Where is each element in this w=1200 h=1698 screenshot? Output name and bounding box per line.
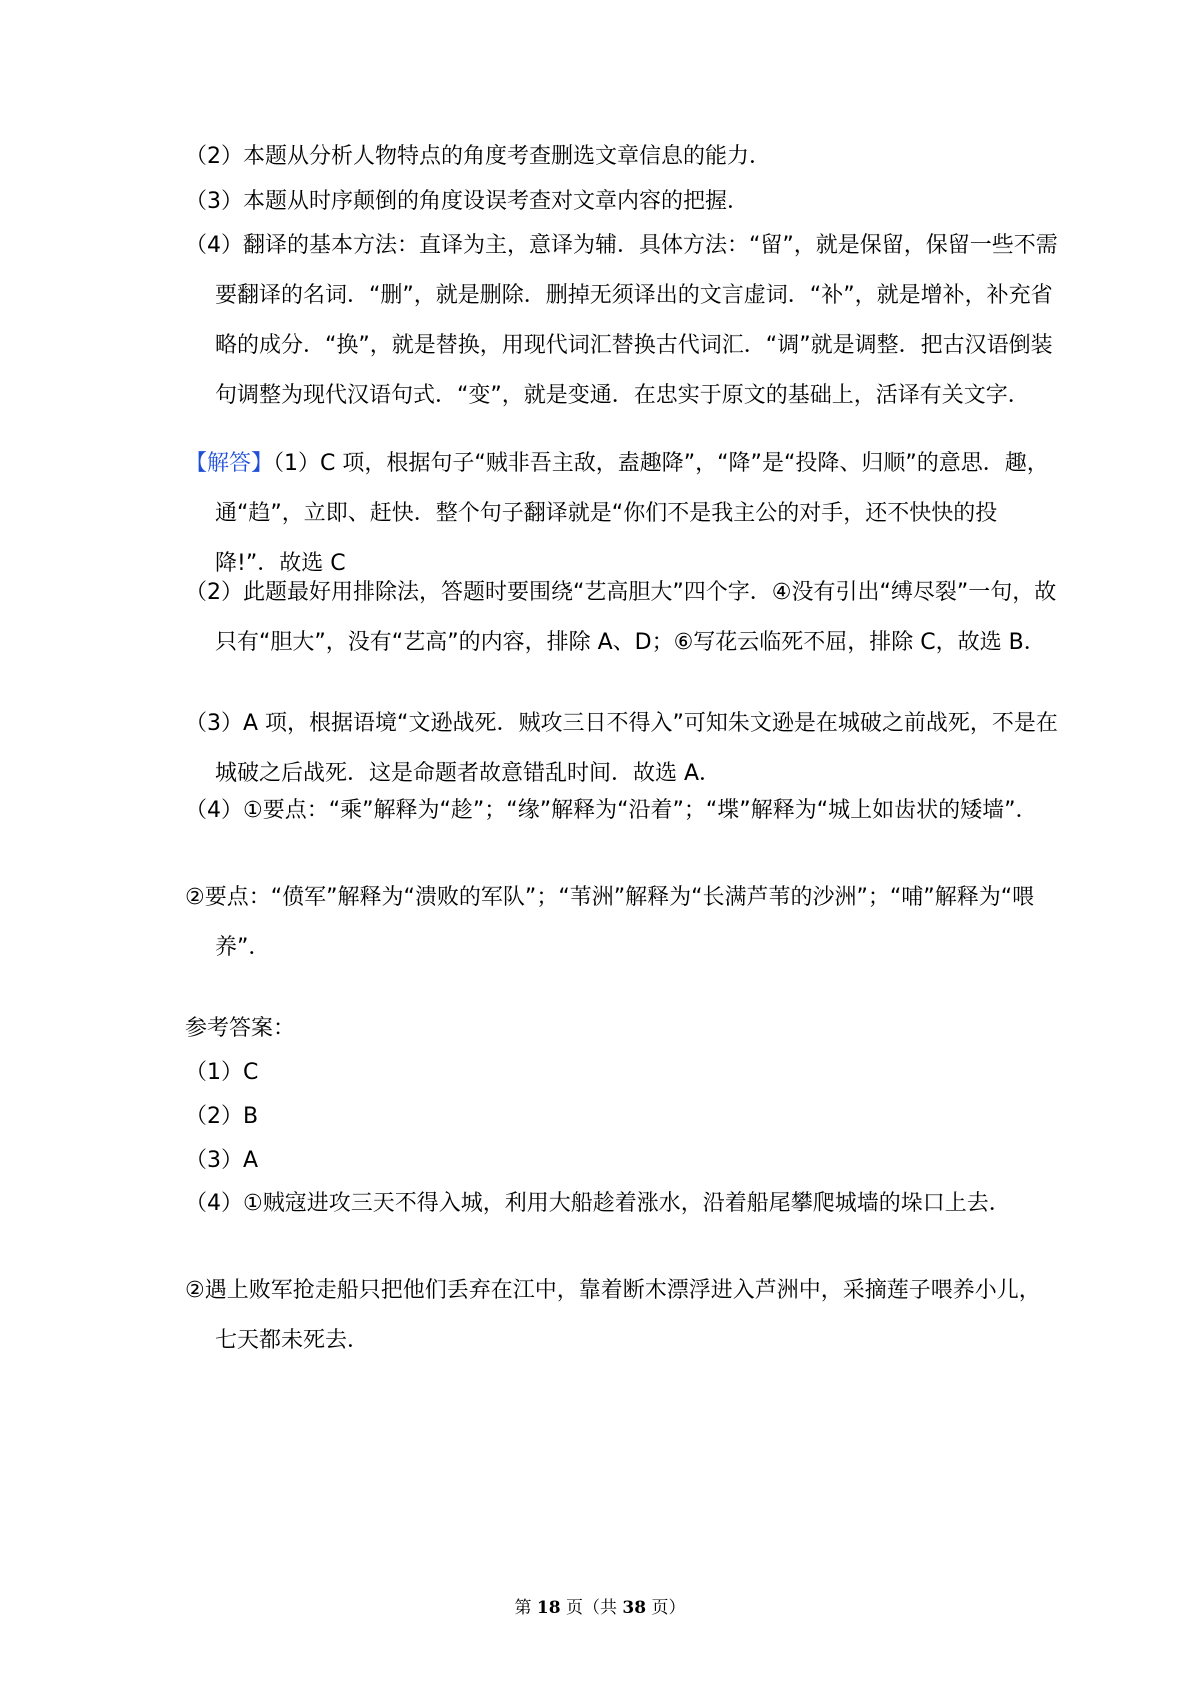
footer-middle: 页（共 (560, 1598, 623, 1618)
answer-item-3: （3）A 项，根据语境“文逊战死．贼攻三日不得入”可知朱文逊是在城破之前战死，不是在城破之后战死．这是命题者故意错乱时间．故选 A． (185, 711, 1058, 786)
total-page-number: 38 (622, 1598, 647, 1618)
reference-answer-4a: （4）①贼寇进攻三天不得入城，利用大船趁着涨水，沿着船尾攀爬城墙的垛口上去． (185, 1191, 1011, 1216)
reference-answer-1: （1）C (185, 1060, 259, 1085)
reference-answer-4b: ②遇上败军抢走船只把他们丢弃在江中，靠着断木漂浮进入芦洲中，采摘莲子喂养小儿，七天都未死去． (185, 1278, 1041, 1353)
analysis-point-3: （3）本题从时序颠倒的角度设误考查对文章内容的把握． (185, 189, 749, 214)
current-page-number: 18 (536, 1598, 561, 1618)
answer-item-4b: ②要点：“偾军”解释为“溃败的军队”；“苇洲”解释为“长满芦苇的沙洲”；“哺”解释为“喂养”． (185, 885, 1035, 960)
analysis-point-4: （4）翻译的基本方法：直译为主，意译为辅．具体方法：“留”，就是保留，保留一些不需要翻译的名词．“删”，就是删除．删掉无须译出的文言虚词．“补”，就是增补，补充省略的成分．“换”，就是替换，用现代词汇替换古代词汇．“调”就是调整．把古汉语倒装句调整为现代汉语句式．“变”，就是变通．在忠实于原文的基础上，活译有关文字． (185, 233, 1058, 408)
page-footer (0, 1596, 1200, 1620)
footer-prefix: 第 (514, 1598, 537, 1618)
footer-suffix: 页） (646, 1598, 686, 1618)
reference-heading: 参考答案： (185, 1016, 296, 1041)
answer-item-1-text: （1）C 项，根据句子“贼非吾主敌，盍趣降”，“降”是“投降、归顺”的意思．趣，通“趋”，立即、赶快．整个句子翻译就是“你们不是我主公的对手，还不快快的投降!”．故选 C (215, 451, 1049, 576)
reference-answer-2: （2）B (185, 1104, 259, 1129)
reference-answer-3: （3）A (185, 1148, 259, 1173)
answer-item-2: （2）此题最好用排除法，答题时要围绕“艺高胆大”四个字．④没有引出“缚尽裂”一句，故只有“胆大”，没有“艺高”的内容，排除 A、D；⑥写花云临死不屈，排除 C，故选 B． (185, 580, 1057, 655)
answer-item-1 (185, 439, 1060, 589)
analysis-point-2: （2）本题从分析人物特点的角度考查删选文章信息的能力． (185, 144, 771, 169)
answer-item-4a: （4）①要点：“乘”解释为“趁”；“缘”解释为“沿着”；“堞”解释为“城上如齿状的矮墙”． (185, 798, 1038, 823)
answer-tag: 【解答】 (185, 451, 274, 476)
